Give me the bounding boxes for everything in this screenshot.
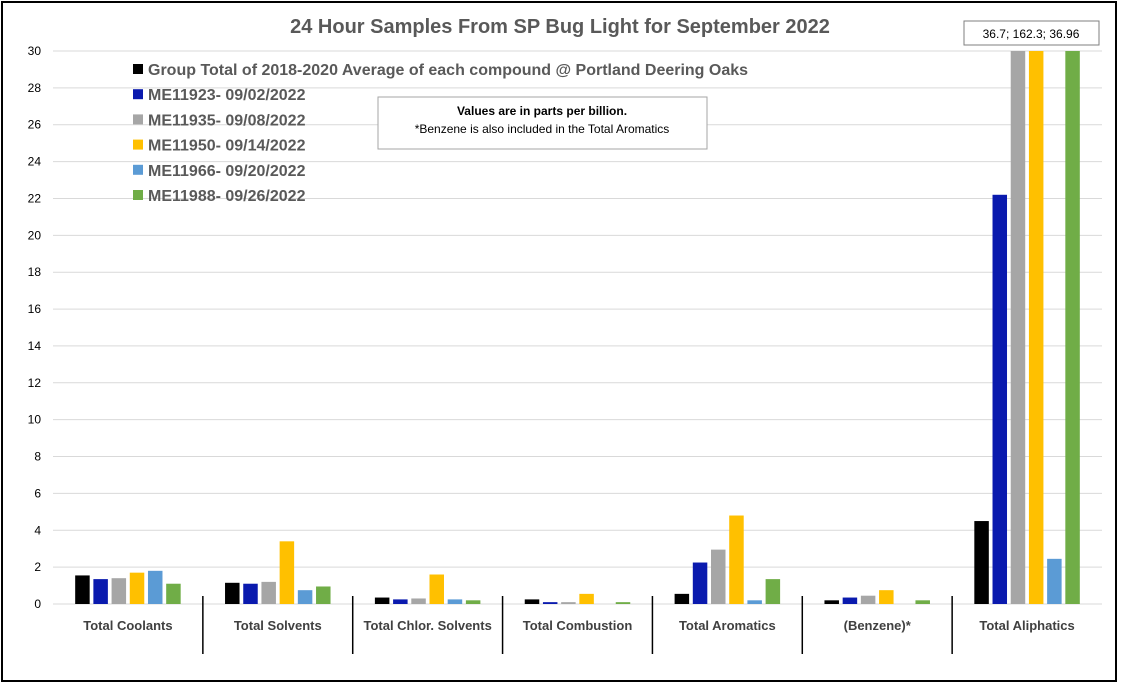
y-tick-label: 18 bbox=[27, 265, 41, 280]
legend-swatch bbox=[133, 114, 143, 124]
bar bbox=[429, 575, 444, 604]
bar bbox=[243, 584, 258, 604]
y-tick-label: 2 bbox=[34, 560, 41, 575]
category-label: Total Aromatics bbox=[678, 618, 776, 633]
overflow-label: 36.7; 162.3; 36.96 bbox=[982, 27, 1080, 41]
category-label: Total Combustion bbox=[522, 618, 633, 633]
y-tick-label: 16 bbox=[27, 302, 41, 317]
legend-swatch bbox=[133, 165, 143, 175]
bar bbox=[843, 598, 858, 604]
bar bbox=[148, 571, 163, 604]
category-label: Total Solvents bbox=[233, 618, 322, 633]
bar bbox=[747, 600, 762, 604]
bar bbox=[130, 573, 145, 604]
y-tick-label: 10 bbox=[27, 412, 41, 427]
legend-label: ME11935- 09/08/2022 bbox=[148, 112, 306, 130]
bar bbox=[1047, 559, 1062, 604]
bar bbox=[543, 602, 558, 604]
bar bbox=[316, 586, 331, 604]
category-label: Total Coolants bbox=[83, 618, 173, 633]
bar bbox=[448, 599, 463, 604]
legend-label: ME11923- 09/02/2022 bbox=[148, 87, 306, 105]
y-tick-label: 26 bbox=[27, 117, 41, 132]
bar bbox=[974, 521, 989, 604]
note-box bbox=[378, 97, 707, 149]
legend-label: ME11950- 09/14/2022 bbox=[148, 137, 306, 155]
bar bbox=[1065, 51, 1080, 604]
legend-label: Group Total of 2018-2020 Average of each compound @ Portland Deering Oaks bbox=[148, 62, 749, 79]
bar bbox=[993, 195, 1008, 604]
bar bbox=[411, 598, 426, 604]
bar bbox=[766, 579, 781, 604]
y-tick-label: 20 bbox=[27, 228, 41, 243]
category-label: Total Aliphatics bbox=[979, 618, 1075, 633]
y-tick-label: 14 bbox=[27, 338, 41, 353]
legend-label: ME11988- 09/26/2022 bbox=[148, 188, 306, 205]
note-title: Values are in parts per billion. bbox=[456, 104, 628, 118]
bar bbox=[729, 516, 744, 604]
bar bbox=[561, 602, 576, 604]
bar bbox=[711, 550, 726, 604]
y-tick-label: 12 bbox=[27, 375, 41, 390]
bar bbox=[1011, 51, 1026, 604]
bar bbox=[75, 575, 90, 604]
y-tick-label: 0 bbox=[34, 597, 41, 611]
category-label: (Benzene)* bbox=[843, 618, 911, 633]
bar bbox=[879, 590, 894, 604]
legend-swatch bbox=[133, 190, 143, 200]
overflow-label-box bbox=[964, 21, 1099, 45]
bar bbox=[166, 584, 181, 604]
bar bbox=[824, 600, 839, 604]
legend-swatch bbox=[133, 89, 143, 99]
chart-title: 24 Hour Samples From SP Bug Light for September 2022 bbox=[290, 16, 830, 38]
bar bbox=[579, 594, 594, 604]
bar bbox=[466, 600, 481, 604]
y-tick-label: 8 bbox=[34, 449, 41, 464]
bar bbox=[261, 582, 276, 604]
bar bbox=[675, 594, 690, 604]
y-axis-ticks bbox=[28, 44, 42, 611]
note-text: *Benzene is also included in the Total Aromatics bbox=[414, 122, 670, 136]
bar bbox=[375, 598, 390, 604]
y-tick-label: 4 bbox=[34, 523, 41, 538]
bar bbox=[225, 583, 240, 604]
bar bbox=[93, 579, 108, 604]
y-tick-label: 28 bbox=[27, 80, 41, 95]
x-axis-categories bbox=[83, 618, 1074, 633]
category-label: Total Chlor. Solvents bbox=[363, 618, 492, 633]
bar bbox=[915, 600, 930, 604]
bar bbox=[693, 563, 708, 604]
y-tick-label: 6 bbox=[34, 486, 41, 501]
bar bbox=[112, 578, 127, 604]
legend-swatch bbox=[133, 64, 143, 74]
bar bbox=[616, 602, 631, 604]
bar bbox=[393, 599, 408, 604]
legend-label: ME11966- 09/20/2022 bbox=[148, 162, 306, 180]
bar bbox=[525, 599, 540, 604]
legend-swatch bbox=[133, 140, 143, 150]
bar bbox=[1029, 51, 1044, 604]
bar bbox=[298, 590, 313, 604]
bar bbox=[280, 541, 295, 604]
bar bbox=[861, 596, 876, 604]
y-tick-label: 24 bbox=[27, 154, 41, 169]
y-tick-label: 30 bbox=[27, 44, 41, 58]
y-tick-label: 22 bbox=[27, 191, 41, 206]
